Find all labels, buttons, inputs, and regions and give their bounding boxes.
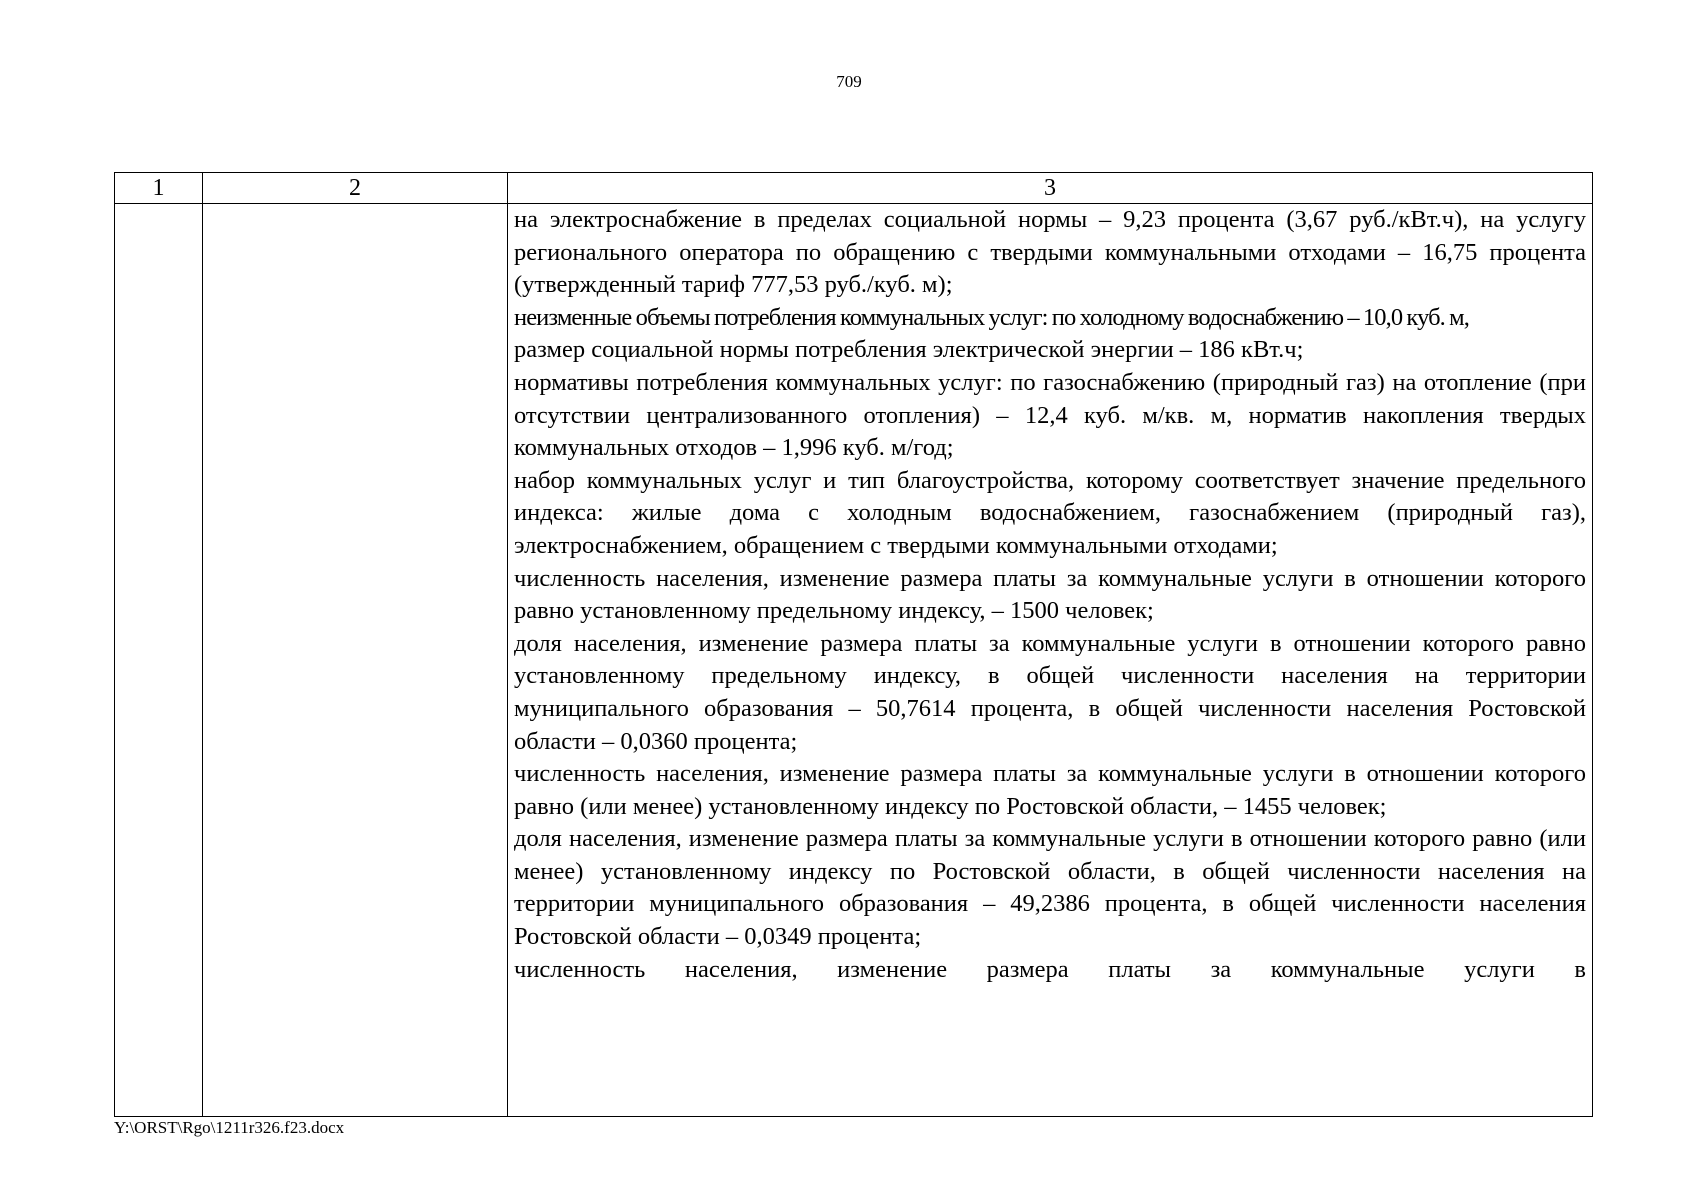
cell-column-3	[508, 204, 1593, 1117]
paragraph-population-less: численность населения, изменение размера платы за коммунальные услуги в отношении которого равно (или менее) установленному индексу по Ростовской области, – 1455 человек;	[514, 760, 1586, 820]
paragraph-population-equal: численность населения, изменение размера платы за коммунальные услуги в отношении которого равно установленному предельному индексу, – 1500 человек;	[514, 564, 1586, 625]
cell-column-2	[203, 204, 508, 1117]
paragraph-consumption-norms: нормативы потребления коммунальных услуг: по газоснабжению (природный газ) на отопление (при отсутствии централизованного отопления) – 12,4 куб. м/кв. м, норматив накопления твердых коммунальных отходов – 1,996 куб. м/год;	[514, 368, 1586, 462]
paragraph-constant-volumes: неизменные объемы потребления коммунальных услуг: по холодному водоснабжению – 10,0 куб. м,	[514, 303, 1469, 331]
table-row	[115, 204, 1593, 1117]
paragraph-service-set: набор коммунальных услуг и тип благоустройства, которому соответствует значение предельного индекса: жилые дома с холодным водоснабжением, газоснабжением (природный газ), электроснабжением, обращением с твердыми коммунальными отходами;	[514, 466, 1586, 559]
paragraph-population-continued: численность населения, изменение размера платы за коммунальные услуги в	[514, 955, 1586, 983]
footer-file-path: Y:\ORST\Rgo\1211r326.f23.docx	[114, 1118, 345, 1137]
paragraph-social-norm: размер социальной нормы потребления электрической энергии – 186 кВт.ч;	[514, 336, 1304, 364]
column-header-1: 1	[115, 173, 203, 204]
page-number: 709	[836, 72, 862, 91]
column-header-2: 2	[203, 173, 508, 204]
table-header-row	[115, 173, 1593, 204]
cell-column-1	[115, 204, 203, 1117]
paragraph-tariffs: на электроснабжение в пределах социальной нормы – 9,23 процента (3,67 руб./кВт.ч), на услугу регионального оператора по обращению с твердыми коммунальными отходами – 16,75 процента (утвержденный тариф 777,53 руб./куб. м);	[514, 206, 1586, 299]
column-header-3: 3	[508, 173, 1593, 204]
document-table	[114, 172, 1593, 1117]
paragraph-share-less: доля населения, изменение размера платы за коммунальные услуги в отношении которого равно (или менее) установленному индексу по Ростовской области, в общей численности населения на территории муниципального образования – 49,2386 процента, в общей численности населения Ростовской области – 0,0349 процента;	[514, 825, 1586, 951]
paragraph-share-equal: доля населения, изменение размера платы за коммунальные услуги в отношении которого равно установленному предельному индексу, в общей численности населения на территории муниципального образования – 50,7614 процента, в общей численности населения Ростовской области – 0,0360 процента;	[514, 629, 1586, 755]
